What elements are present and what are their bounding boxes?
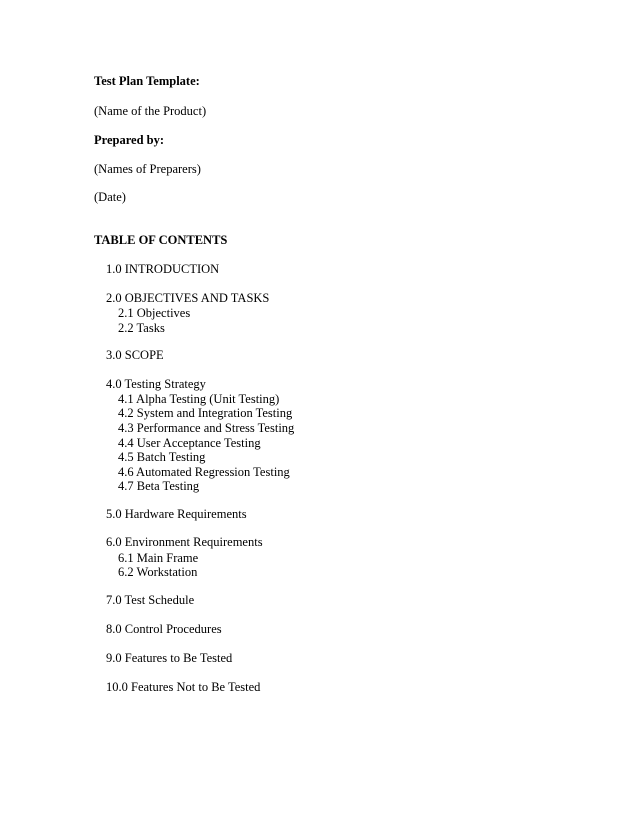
toc-section-3: 3.0 SCOPE bbox=[106, 348, 164, 362]
toc-section-2-2: 2.2 Tasks bbox=[118, 321, 165, 335]
preparers-names: (Names of Preparers) bbox=[94, 162, 201, 176]
toc-section-4-4: 4.4 User Acceptance Testing bbox=[118, 436, 261, 450]
toc-section-6: 6.0 Environment Requirements bbox=[106, 535, 263, 549]
toc-section-4-3: 4.3 Performance and Stress Testing bbox=[118, 421, 295, 435]
toc-section-1: 1.0 INTRODUCTION bbox=[106, 262, 220, 276]
toc-section-2: 2.0 OBJECTIVES AND TASKS bbox=[106, 291, 270, 305]
toc-section-5: 5.0 Hardware Requirements bbox=[106, 507, 247, 521]
toc-section-8: 8.0 Control Procedures bbox=[106, 622, 222, 636]
toc-section-10: 10.0 Features Not to Be Tested bbox=[106, 680, 261, 694]
document-date: (Date) bbox=[94, 190, 126, 204]
toc-section-6-2: 6.2 Workstation bbox=[118, 565, 198, 579]
prepared-by-label: Prepared by: bbox=[94, 133, 165, 147]
toc-section-4: 4.0 Testing Strategy bbox=[106, 377, 206, 391]
toc-section-2-1: 2.1 Objectives bbox=[118, 306, 191, 320]
toc-section-9: 9.0 Features to Be Tested bbox=[106, 651, 233, 665]
toc-section-6-1: 6.1 Main Frame bbox=[118, 551, 199, 565]
toc-section-4-5: 4.5 Batch Testing bbox=[118, 450, 206, 464]
toc-heading: TABLE OF CONTENTS bbox=[94, 233, 228, 247]
document-title: Test Plan Template: bbox=[94, 74, 200, 88]
toc-section-4-6: 4.6 Automated Regression Testing bbox=[118, 465, 290, 479]
product-name: (Name of the Product) bbox=[94, 104, 207, 118]
toc-section-4-7: 4.7 Beta Testing bbox=[118, 479, 200, 493]
toc-section-7: 7.0 Test Schedule bbox=[106, 593, 195, 607]
toc-section-4-1: 4.1 Alpha Testing (Unit Testing) bbox=[118, 392, 280, 406]
toc-section-4-2: 4.2 System and Integration Testing bbox=[118, 406, 293, 420]
